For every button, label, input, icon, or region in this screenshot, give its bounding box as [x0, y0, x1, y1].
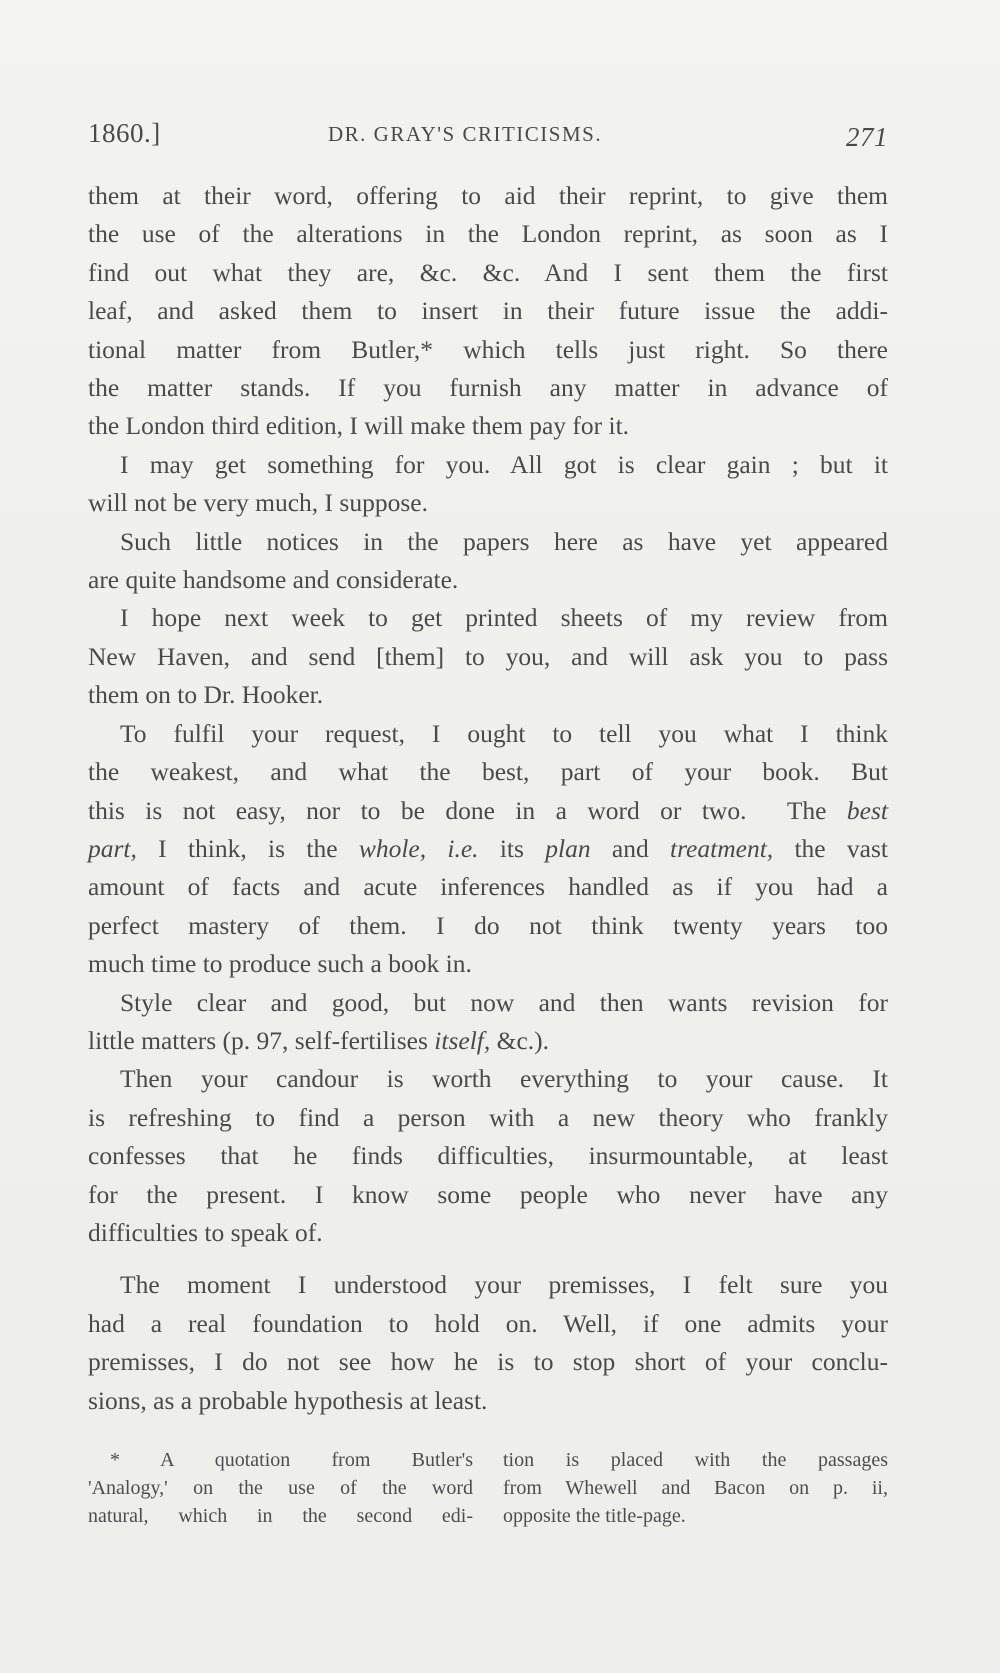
text-line: amount of facts and acute inferences handled as if you had a: [88, 872, 888, 902]
footnote-line: 'Analogy,' on the use of the word: [88, 1477, 473, 1499]
text-line: are quite handsome and considerate.: [88, 565, 459, 595]
header-running-title: DR. GRAY'S CRITICISMS.: [328, 122, 603, 146]
footnote-line: tion is placed with the passages: [503, 1449, 888, 1471]
text-line-with-italics: part, I think, is the whole, i.e. its plan and treatment, the vast: [88, 833, 888, 863]
text-line-with-italics: little matters (p. 97, self-fertilises itself, &c.).: [88, 1025, 550, 1055]
text-line: Such little notices in the papers here as have yet appeared: [120, 526, 888, 556]
text-line: perfect mastery of them. I do not think twenty years too: [88, 910, 888, 940]
text-line: is refreshing to find a person with a new theory who frankly: [88, 1102, 888, 1132]
text-line: Then your candour is worth everything to your cause. It: [120, 1064, 888, 1094]
text-line: I may get something for you. All got is clear gain ; but it: [120, 449, 888, 479]
text-line: premisses, I do not see how he is to stop short of your conclu-: [88, 1347, 888, 1377]
header-year: 1860.]: [88, 118, 161, 148]
text-line: will not be very much, I suppose.: [88, 488, 428, 518]
paragraph: [88, 984, 888, 1061]
text-line: had a real foundation to hold on. Well, if one admits your: [88, 1308, 888, 1338]
text-line: difficulties to speak of.: [88, 1217, 323, 1247]
text-line: The moment I understood your premisses, I felt sure you: [120, 1270, 888, 1300]
footnote-column-right: [503, 1446, 888, 1530]
paragraph: [88, 177, 888, 446]
paragraph: [88, 523, 888, 600]
header-page-number: 271: [846, 122, 888, 152]
text-line: leaf, and asked them to insert in their future issue the addi-: [88, 296, 888, 326]
footnote-column-left: [88, 1446, 473, 1530]
text-line: them at their word, offering to aid their reprint, to give them: [88, 181, 888, 210]
footnote-line: * A quotation from Butler's: [110, 1449, 473, 1471]
text-line: Style clear and good, but now and then wants revision for: [120, 987, 888, 1017]
paragraph: [88, 446, 888, 523]
paragraph: [88, 599, 888, 714]
text-line: the matter stands. If you furnish any matter in advance of: [88, 373, 888, 403]
text-line: them on to Dr. Hooker.: [88, 680, 324, 710]
text-line: find out what they are, &c. &c. And I sent them the first: [88, 257, 888, 287]
text-line: the weakest, and what the best, part of your book. But: [88, 757, 888, 787]
footnote-line: natural, which in the second edi-: [88, 1505, 473, 1527]
text-line: for the present. I know some people who never have any: [88, 1179, 888, 1209]
text-line: To fulfil your request, I ought to tell you what I think: [120, 718, 888, 748]
footnote-line: opposite the title-page.: [503, 1505, 686, 1527]
text-line: New Haven, and send [them] to you, and will ask you to pass: [88, 641, 888, 671]
text-line: sions, as a probable hypothesis at least.: [88, 1385, 488, 1415]
text-line: much time to produce such a book in.: [88, 949, 472, 979]
text-line: tional matter from Butler,* which tells just right. So there: [88, 334, 888, 364]
paragraph: [88, 715, 888, 984]
text-line: the London third edition, I will make them pay for it.: [88, 411, 630, 441]
text-line: confesses that he finds difficulties, insurmountable, at least: [88, 1141, 888, 1171]
text-line: the use of the alterations in the London reprint, as soon as I: [88, 219, 888, 249]
text-line: I hope next week to get printed sheets of my review from: [120, 603, 888, 633]
page-body-text: [88, 177, 888, 1420]
paragraph: [88, 1060, 888, 1252]
footnote-line: from Whewell and Bacon on p. ii,: [503, 1477, 888, 1499]
running-header: [88, 112, 888, 152]
paragraph: [88, 1266, 888, 1420]
text-line-with-italics: this is not easy, nor to be done in a word or two. The best: [88, 795, 888, 825]
